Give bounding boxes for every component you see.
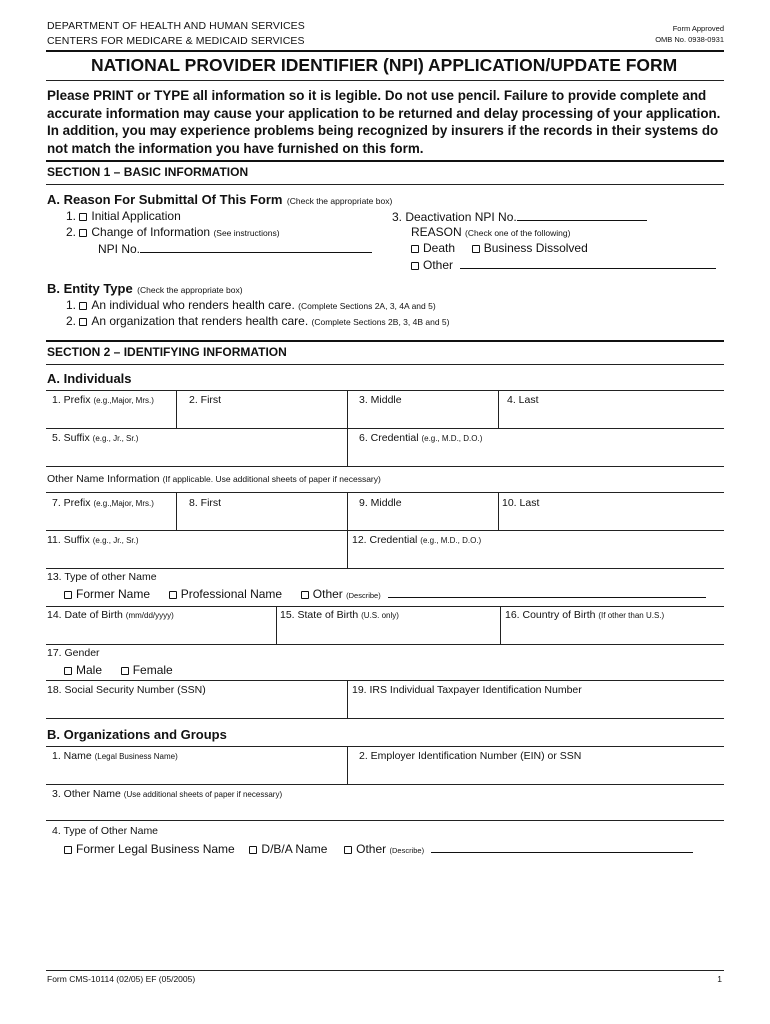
reason-note: (Check one of the following): [465, 228, 571, 238]
country-of-birth-label: 16. Country of Birth: [505, 609, 596, 621]
organizations-heading: B. Organizations and Groups: [47, 727, 227, 742]
legal-business-name-field[interactable]: [52, 750, 178, 762]
state-of-birth-note: (U.S. only): [361, 611, 399, 620]
reason-heading-note: (Check the appropriate box): [286, 196, 393, 206]
other-middle-label: 9. Middle: [359, 497, 402, 509]
checkbox-female[interactable]: [121, 667, 129, 675]
middle-name-field[interactable]: [359, 394, 402, 406]
itin-label: 19. IRS Individual Taxpayer Identification Number: [352, 684, 582, 696]
grid-divider: [347, 492, 348, 568]
last-name-field[interactable]: [507, 394, 539, 406]
grid-rule: [46, 820, 724, 821]
grid-rule: [46, 680, 724, 681]
other-reason-label: Other: [423, 258, 454, 272]
other-prefix-field[interactable]: [52, 497, 154, 509]
entity-type-heading: [47, 280, 243, 298]
other-credential-field[interactable]: [352, 534, 481, 546]
entity-type-heading-note: (Check the appropriate box): [137, 285, 243, 295]
describe-other-name-line[interactable]: [388, 586, 706, 598]
ein-label: 2. Employer Identification Number (EIN) or SSN: [359, 750, 582, 762]
first-name-field[interactable]: [189, 394, 221, 406]
form-title: NATIONAL PROVIDER IDENTIFIER (NPI) APPLICATION/UPDATE FORM: [91, 55, 678, 75]
checkbox-professional-name[interactable]: [169, 591, 177, 599]
checkbox-death[interactable]: [411, 245, 419, 253]
country-of-birth-note: (If other than U.S.): [598, 611, 665, 620]
last-name-label: 4. Last: [507, 394, 539, 406]
grid-rule: [46, 644, 724, 645]
grid-rule: [46, 606, 724, 607]
grid-divider: [176, 390, 177, 428]
entity-organization-option[interactable]: [66, 314, 449, 328]
org-describe-note: (Describe): [389, 846, 425, 855]
type-of-other-name-options: [64, 586, 706, 601]
other-name-information: [47, 473, 381, 485]
initial-application-label: Initial Application: [91, 209, 181, 223]
instructions-paragraph: Please PRINT or TYPE all information so it is legible. Do not use pencil. Failure to provide complete and accurate information may cause your application to be returned and delay processing of your application. In addition, you may experience problems being recognized by insurers if the records in their systems do not match the information you have furnished on this form.: [47, 88, 721, 156]
reason-options-row: [411, 241, 588, 255]
option-number: 1.: [66, 209, 77, 223]
other-prefix-label: 7. Prefix: [52, 497, 91, 509]
section-2-heading: SECTION 2 – IDENTIFYING INFORMATION: [47, 345, 287, 359]
prefix-field[interactable]: [52, 394, 154, 406]
itin-field[interactable]: [352, 684, 582, 696]
npi-number-field[interactable]: [98, 241, 372, 256]
credential-label: 6. Credential: [359, 432, 419, 444]
org-type-of-other-name-label: 4. Type of Other Name: [52, 825, 159, 837]
suffix-note: (e.g., Jr., Sr.): [92, 434, 139, 443]
grid-rule: [46, 718, 724, 719]
checkbox-business-dissolved[interactable]: [472, 245, 480, 253]
reason-other-row[interactable]: [411, 257, 716, 272]
suffix-label: 5. Suffix: [52, 432, 90, 444]
org-type-of-other-name-options: [64, 841, 693, 856]
date-of-birth-field[interactable]: [47, 609, 174, 621]
footer-rule: [46, 970, 724, 971]
grid-rule: [46, 492, 724, 493]
professional-name-label: Professional Name: [180, 587, 283, 601]
female-label: Female: [132, 663, 173, 677]
checkbox-other-name-type[interactable]: [301, 591, 309, 599]
checkbox-former-name[interactable]: [64, 591, 72, 599]
grid-rule: [46, 530, 724, 531]
other-suffix-label: 11. Suffix: [47, 534, 90, 546]
legal-business-name-note: (Legal Business Name): [94, 752, 178, 761]
checkbox-former-legal-business-name[interactable]: [64, 846, 72, 854]
option-number: 2.: [66, 225, 77, 239]
section-1-top-rule: [46, 160, 724, 162]
entity-individual-option[interactable]: [66, 298, 436, 312]
first-name-label: 2. First: [189, 394, 222, 406]
gender-label: 17. Gender: [47, 647, 100, 659]
deactivation-label: 3. Deactivation NPI No.: [392, 210, 517, 224]
title-rule: [46, 80, 724, 81]
grid-divider: [276, 606, 277, 644]
section-1-heading: SECTION 1 – BASIC INFORMATION: [47, 165, 249, 179]
grid-rule: [46, 784, 724, 785]
npi-number-label: NPI No.: [98, 242, 141, 256]
date-of-birth-label: 14. Date of Birth: [47, 609, 123, 621]
entity-type-heading-text: B. Entity Type: [47, 281, 133, 296]
grid-rule: [46, 466, 724, 467]
reason-label: REASON: [411, 225, 462, 239]
section-2-top-rule: [46, 340, 724, 342]
grid-divider: [498, 492, 499, 530]
death-label: Death: [423, 241, 456, 255]
ssn-label: 18. Social Security Number (SSN): [47, 684, 206, 696]
other-last-field[interactable]: [502, 497, 539, 509]
individual-label: An individual who renders health care.: [91, 298, 295, 312]
department-line-2: CENTERS FOR MEDICARE & MEDICAID SERVICES: [47, 35, 305, 47]
other-name-type-label: Other: [312, 587, 343, 601]
dba-name-label: D/B/A Name: [261, 842, 328, 856]
grid-rule: [46, 390, 724, 391]
change-of-information-label: Change of Information: [91, 225, 211, 239]
middle-name-label: 3. Middle: [359, 394, 402, 406]
npi-number-line[interactable]: [140, 241, 372, 253]
male-label: Male: [76, 663, 103, 677]
prefix-note: (e.g.,Major, Mrs.): [93, 396, 154, 405]
option-number: 2.: [66, 314, 77, 328]
org-other-name-note: (Use additional sheets of paper if necessary): [123, 790, 283, 799]
country-of-birth-field[interactable]: [505, 609, 664, 621]
other-name-note: (If applicable. Use additional sheets of paper if necessary): [162, 474, 381, 484]
individuals-heading: A. Individuals: [47, 371, 132, 386]
reason-label-row: [411, 225, 570, 239]
form-identifier: Form CMS-10114 (02/05) EF (05/2005): [47, 974, 196, 984]
option-change-of-information[interactable]: [66, 225, 280, 239]
org-describe-line[interactable]: [431, 841, 693, 853]
option-deactivation[interactable]: [392, 209, 647, 224]
grid-rule: [46, 428, 724, 429]
other-credential-note: (e.g., M.D., D.O.): [420, 536, 482, 545]
former-legal-business-name-label: Former Legal Business Name: [76, 842, 235, 856]
organization-label: An organization that renders health care.: [91, 314, 309, 328]
checkbox-dba-name[interactable]: [249, 846, 257, 854]
other-first-label: 8. First: [189, 497, 222, 509]
credential-field[interactable]: [359, 432, 482, 444]
grid-divider: [347, 680, 348, 718]
reason-heading-text: A. Reason For Submittal Of This Form: [47, 192, 283, 207]
header-rule: [46, 50, 724, 52]
suffix-field[interactable]: [52, 432, 138, 444]
former-name-label: Former Name: [76, 587, 151, 601]
org-other-label: Other: [356, 842, 387, 856]
business-dissolved-label: Business Dissolved: [483, 241, 588, 255]
page-number: 1: [717, 974, 722, 984]
checkbox-individual[interactable]: [79, 302, 87, 310]
ssn-field[interactable]: [47, 684, 206, 696]
department-line-1: DEPARTMENT OF HEALTH AND HUMAN SERVICES: [47, 20, 305, 32]
credential-note: (e.g., M.D., D.O.): [421, 434, 483, 443]
other-suffix-field[interactable]: [47, 534, 139, 546]
individual-note: (Complete Sections 2A, 3, 4A and 5): [298, 301, 436, 311]
other-last-label: 10. Last: [502, 497, 540, 509]
other-middle-field[interactable]: [359, 497, 402, 509]
grid-divider: [498, 390, 499, 428]
section-1-heading-rule: [46, 184, 724, 185]
deactivation-npi-line[interactable]: [517, 209, 647, 221]
option-number: 1.: [66, 298, 77, 312]
other-suffix-note: (e.g., Jr., Sr.): [92, 536, 139, 545]
prefix-label: 1. Prefix: [52, 394, 91, 406]
grid-divider: [176, 492, 177, 530]
state-of-birth-field[interactable]: [280, 609, 399, 621]
org-other-name-label: 3. Other Name: [52, 788, 121, 800]
other-first-field[interactable]: [189, 497, 221, 509]
checkbox-male[interactable]: [64, 667, 72, 675]
omb-number: OMB No. 0938-0931: [655, 35, 724, 44]
gender-options: [64, 663, 173, 677]
ein-field[interactable]: [359, 750, 581, 762]
form-approved-label: Form Approved: [672, 24, 724, 33]
grid-divider: [500, 606, 501, 644]
checkbox-org-other[interactable]: [344, 846, 352, 854]
grid-rule: [46, 568, 724, 569]
grid-divider: [347, 746, 348, 784]
change-of-information-note: (See instructions): [213, 228, 280, 238]
other-reason-line[interactable]: [460, 257, 716, 269]
checkbox-other-reason[interactable]: [411, 262, 419, 270]
reason-for-submittal-heading: [47, 191, 392, 209]
other-name-label: Other Name Information: [47, 473, 160, 485]
checkbox-change-of-information[interactable]: [79, 229, 87, 237]
date-of-birth-note: (mm/dd/yyyy): [125, 611, 174, 620]
describe-note: (Describe): [346, 591, 381, 600]
checkbox-organization[interactable]: [79, 318, 87, 326]
organization-note: (Complete Sections 2B, 3, 4B and 5): [311, 317, 450, 327]
other-prefix-note: (e.g.,Major, Mrs.): [93, 499, 154, 508]
grid-rule: [46, 746, 724, 747]
legal-business-name-label: 1. Name: [52, 750, 92, 762]
other-credential-label: 12. Credential: [352, 534, 418, 546]
option-initial-application[interactable]: [66, 209, 181, 223]
state-of-birth-label: 15. State of Birth: [280, 609, 359, 621]
type-of-other-name-label: 13. Type of other Name: [47, 571, 157, 583]
checkbox-initial-application[interactable]: [79, 213, 87, 221]
section-2-heading-rule: [46, 364, 724, 365]
grid-divider: [347, 390, 348, 466]
org-other-name-field[interactable]: [52, 788, 282, 800]
